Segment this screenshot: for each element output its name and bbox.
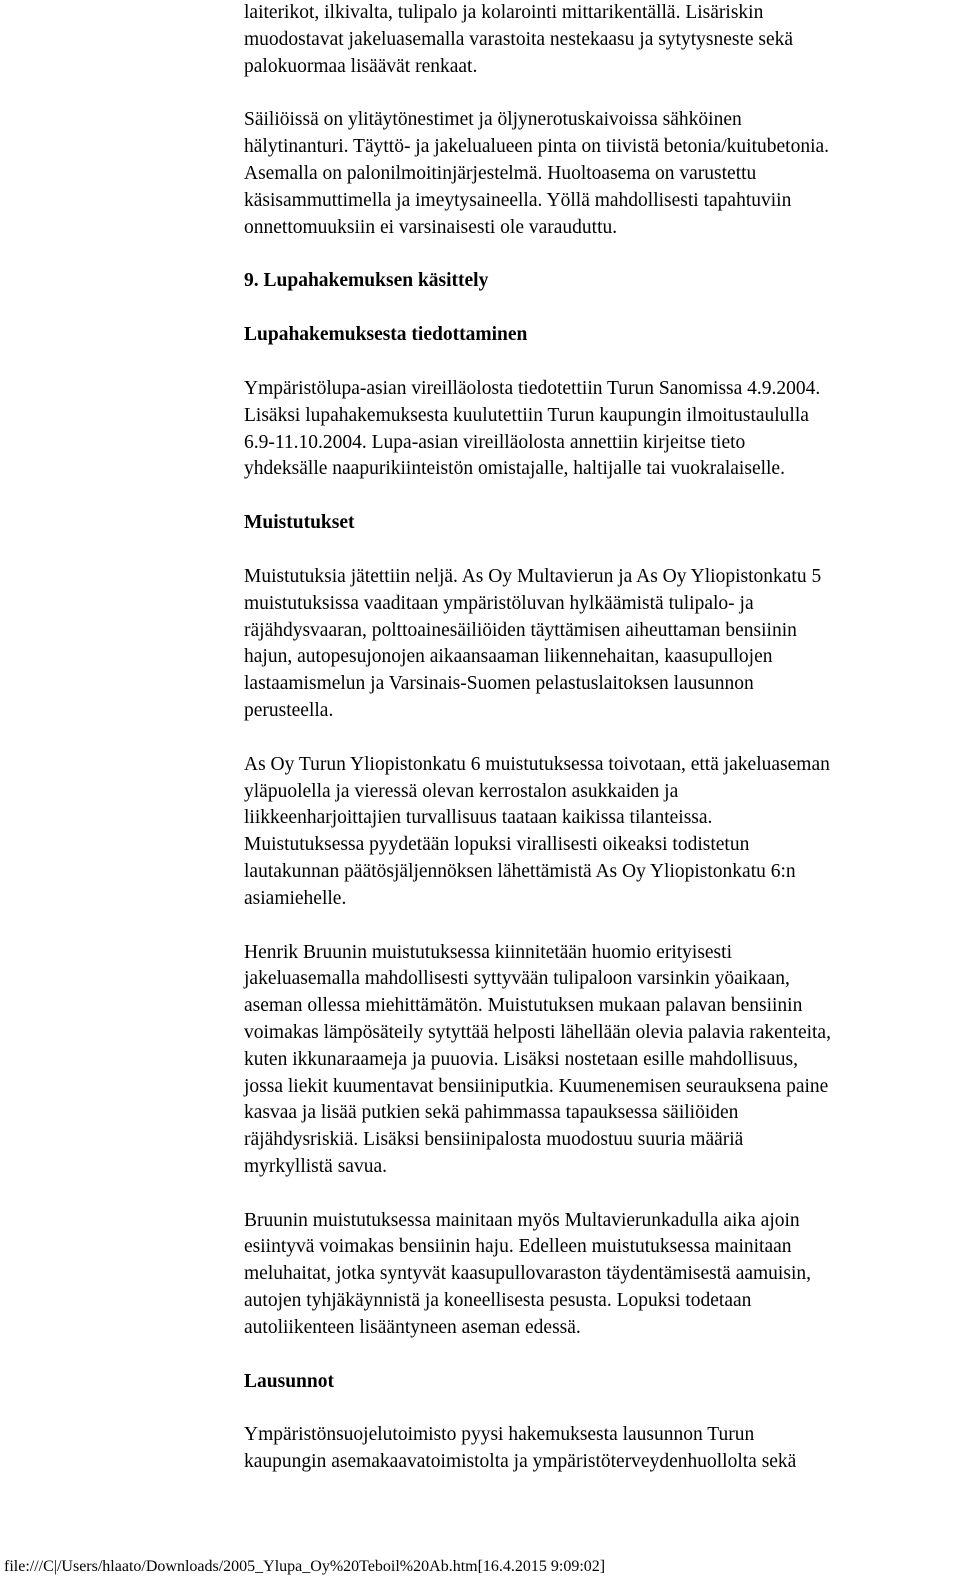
paragraph-notification: Ympäristölupa-asian vireilläolosta tiedotettiin Turun Sanomissa 4.9.2004. Lisäksi lupahakemuksesta kuulutettiin Turun kaupungin ilmoitustaululla 6.9-11.10.2004. Lupa-asian vireilläolosta annettiin kirjeitse tieto yhdeksälle naapurikiinteistön omistajalle, haltijalle tai vuokralaiselle. [244, 377, 821, 480]
paragraph-remarks-1: Muistutuksia jätettiin neljä. As Oy Multavierun ja As Oy Yliopistonkatu 5 muistutuksissa vaaditaan ympäristöluvan hylkäämistä tulipalo- ja räjähdysvaaran, polttoainesäiliöiden täyttämisen aiheuttaman bensiinin hajun, autopesujonojen aikaansaaman liikennehaitan, kaasupullojen lastaamismelun ja Varsinais-Suomen pelastuslaitoksen lausunnon perusteella. [244, 565, 822, 721]
paragraph-remarks-2: As Oy Turun Yliopistonkatu 6 muistutuksessa toivotaan, että jakeluaseman yläpuolella ja vieressä olevan kerrostalon asukkaiden ja liikkeenharjoittajien turvallisuus taataan kaikissa tilanteissa. Muistutuksessa pyydetään lopuksi virallisesti oikeaksi todistetun lautakunnan päätösjäljennöksen lähettämistä As Oy Yliopistonkatu 6:n asiamiehelle. [244, 753, 830, 909]
document-body [244, 0, 956, 1503]
paragraph-safety-equipment: Säiliöissä on ylitäytönestimet ja öljynerotuskaivoissa sähköinen hälytinanturi. Täyttö- ja jakelualueen pinta on tiivistä betonia/kuitubetonia. Asemalla on palonilmoitinjärjestelmä. Huoltoasema on varustettu käsisammuttimella ja imeytysaineella. Yöllä mahdollisesti tapahtuviin onnettomuuksiin ei varsinaisesti ole varauduttu. [244, 109, 830, 238]
paragraph-remarks-3: Henrik Bruunin muistutuksessa kiinnitetään huomio erityisesti jakeluasemalla mahdollisesti syttyvään tulipaloon varsinkin yöaikaan, aseman ollessa miehittämätön. Muistutuksen mukaan palavan bensiinin voimakas lämpösäteily sytyttää helposti lähellään olevia palavia rakenteita, kuten ikkunaraameja ja puuovia. Lisäksi nostetaan esille mahdollisuus, jossa liekit kuumentavat bensiiniputkia. Kuumenemisen seurauksena paine kasvaa ja lisää putkien sekä pahimmassa tapauksessa säiliöiden räjähdysriskiä. Lisäksi bensiinipalosta muodostuu suuria määriä myrkyllistä savua. [244, 941, 831, 1177]
subheading-notification: Lupahakemuksesta tiedottaminen [244, 324, 528, 346]
print-footer-url: file:///C|/Users/hlaato/Downloads/2005_Ylupa_Oy%20Teboil%20Ab.htm[16.4.2015 9:09:02] [4, 1558, 606, 1575]
paragraph-remarks-4: Bruunin muistutuksessa mainitaan myös Multavierunkadulla aika ajoin esiintyvä voimakas bensiinin haju. Edelleen muistutuksessa mainitaan meluhaitat, jotka syntyvät kaasupullovaraston täydentämisestä aamuisin, autojen tyhjäkäynnistä ja koneellisesta pesusta. Lopuksi todetaan autoliikenteen lisääntyneen aseman edessä. [244, 1209, 811, 1338]
subheading-remarks: Muistutukset [244, 512, 355, 534]
subheading-statements: Lausunnot [244, 1370, 334, 1392]
paragraph-statements: Ympäristönsuojelutoimisto pyysi hakemuksesta lausunnon Turun kaupungin asemakaavatoimistolta ja ympäristöterveydenhuollolta sekä [244, 1424, 797, 1473]
paragraph-risks: laiterikot, ilkivalta, tulipalo ja kolarointi mittarikentällä. Lisäriskin muodostavat jakeluasemalla varastoita nestekaasu ja sytytysneste sekä palokuormaa lisäävät renkaat. [244, 2, 794, 77]
section-heading: 9. Lupahakemuksen käsittely [244, 270, 489, 292]
